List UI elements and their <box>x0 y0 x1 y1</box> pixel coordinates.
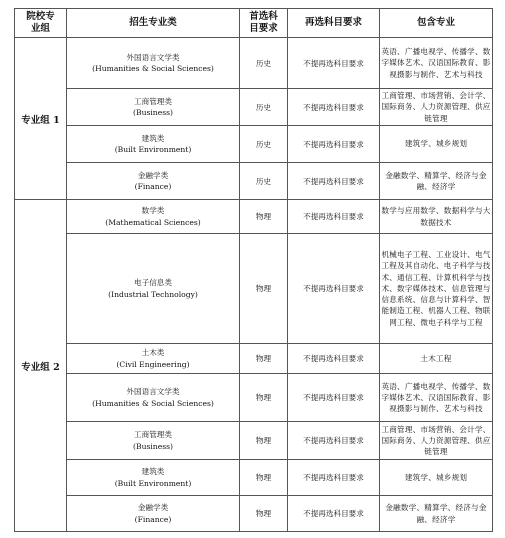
table-row <box>15 200 493 234</box>
category-name-zh: 电子信息类 <box>134 278 172 287</box>
header-row <box>15 9 493 38</box>
table-row <box>15 126 493 163</box>
majors-cell: 金融数学、精算学、经济与金融、经济学 <box>380 163 493 200</box>
first-subject-cell: 历史 <box>240 126 288 163</box>
category-cell <box>67 89 240 126</box>
reselect-requirement-cell: 不提再选科目要求 <box>288 460 380 496</box>
category-cell <box>67 374 240 422</box>
category-name-en: (Humanities & Social Sciences) <box>92 64 214 73</box>
reselect-requirement-cell: 不提再选科目要求 <box>288 38 380 89</box>
table-row <box>15 38 493 89</box>
category-name-en: (Built Environment) <box>114 145 192 154</box>
reselect-requirement-cell: 不提再选科目要求 <box>288 126 380 163</box>
admission-table <box>14 8 493 532</box>
majors-cell: 英语、广播电视学、传播学、数字媒体艺术、汉语国际教育、影视摄影与制作、艺术与科技 <box>380 374 493 422</box>
category-name-en: (Finance) <box>134 182 172 191</box>
header-reselect-subject: 再选科目要求 <box>288 9 380 38</box>
majors-cell: 数学与应用数学、数据科学与大数据技术 <box>380 200 493 234</box>
category-name-en: (Built Environment) <box>114 478 192 488</box>
table-row <box>15 89 493 126</box>
reselect-requirement-cell: 不提再选科目要求 <box>288 422 380 460</box>
category-name-zh: 金融学类 <box>137 503 169 512</box>
category-name-en: (Business) <box>133 441 173 451</box>
table-row <box>15 422 493 460</box>
category-name-zh: 金融学类 <box>137 170 169 180</box>
category-cell <box>67 422 240 460</box>
category-cell <box>67 38 240 89</box>
category-name-en: (Mathematical Sciences) <box>105 217 201 227</box>
category-cell <box>67 234 240 344</box>
category-name-zh: 工商管理类 <box>134 96 172 106</box>
reselect-requirement-cell: 不提再选科目要求 <box>288 234 380 344</box>
majors-cell: 土木工程 <box>380 344 493 374</box>
table-row <box>15 163 493 200</box>
first-subject-cell: 物理 <box>240 344 288 374</box>
category-name-zh: 外国语言文学类 <box>126 52 180 62</box>
category-name-zh: 数学类 <box>141 206 165 215</box>
majors-cell: 英语、广播电视学、传播学、数字媒体艺术、汉语国际教育、影视摄影与制作、艺术与科技 <box>380 38 493 89</box>
first-subject-cell: 物理 <box>240 374 288 422</box>
majors-cell: 工商管理、市场营销、会计学、国际商务、人力资源管理、供应链管理 <box>380 89 493 126</box>
category-name-en: (Humanities & Social Sciences) <box>92 398 214 408</box>
category-name-zh: 建筑类 <box>141 133 165 143</box>
reselect-requirement-cell: 不提再选科目要求 <box>288 89 380 126</box>
majors-cell: 建筑学、城乡规划 <box>380 126 493 163</box>
group-name-cell: 专业组 1 <box>15 38 67 200</box>
majors-cell: 建筑学、城乡规划 <box>380 460 493 496</box>
first-subject-cell: 物理 <box>240 234 288 344</box>
first-subject-cell: 历史 <box>240 89 288 126</box>
first-subject-cell: 物理 <box>240 460 288 496</box>
table-row <box>15 374 493 422</box>
first-subject-cell: 物理 <box>240 496 288 532</box>
table-row <box>15 460 493 496</box>
category-cell <box>67 163 240 200</box>
first-subject-cell: 物理 <box>240 200 288 234</box>
reselect-requirement-cell: 不提再选科目要求 <box>288 200 380 234</box>
category-name-en: (Civil Engineering) <box>116 359 190 369</box>
reselect-requirement-cell: 不提再选科目要求 <box>288 163 380 200</box>
category-name-en: (Finance) <box>134 514 172 524</box>
group-name-cell: 专业组 2 <box>15 200 67 532</box>
first-subject-cell: 物理 <box>240 422 288 460</box>
category-name-zh: 土木类 <box>141 348 165 357</box>
majors-cell: 机械电子工程、工业设计、电气工程及其自动化、电子科学与技术、通信工程、计算机科学与技术、数字媒体技术、信息管理与信息系统、信息与计算科学、智能制造工程、机器人工程、物联网工程、微电子科学与工程 <box>380 234 493 344</box>
category-name-en: (Industrial Technology) <box>108 289 198 299</box>
admission-table-container <box>14 8 493 532</box>
category-cell <box>67 126 240 163</box>
majors-cell: 金融数学、精算学、经济与金融、经济学 <box>380 496 493 532</box>
header-first-subject: 首选科 目要求 <box>240 9 288 38</box>
header-school-group: 院校专 业组 <box>15 9 67 38</box>
reselect-requirement-cell: 不提再选科目要求 <box>288 496 380 532</box>
table-row <box>15 234 493 344</box>
first-subject-cell: 历史 <box>240 163 288 200</box>
reselect-requirement-cell: 不提再选科目要求 <box>288 374 380 422</box>
category-cell <box>67 496 240 532</box>
reselect-requirement-cell: 不提再选科目要求 <box>288 344 380 374</box>
header-majors: 包含专业 <box>380 9 493 38</box>
table-body <box>15 38 493 532</box>
category-name-zh: 外国语言文学类 <box>126 387 180 396</box>
table-row <box>15 344 493 374</box>
table-row <box>15 496 493 532</box>
category-name-zh: 建筑类 <box>141 467 165 476</box>
category-cell <box>67 344 240 374</box>
majors-cell: 工商管理、市场营销、会计学、国际商务、人力资源管理、供应链管理 <box>380 422 493 460</box>
first-subject-cell: 历史 <box>240 38 288 89</box>
category-name-en: (Business) <box>133 108 173 117</box>
category-cell <box>67 200 240 234</box>
header-category: 招生专业类 <box>67 9 240 38</box>
category-cell <box>67 460 240 496</box>
category-name-zh: 工商管理类 <box>134 430 172 439</box>
